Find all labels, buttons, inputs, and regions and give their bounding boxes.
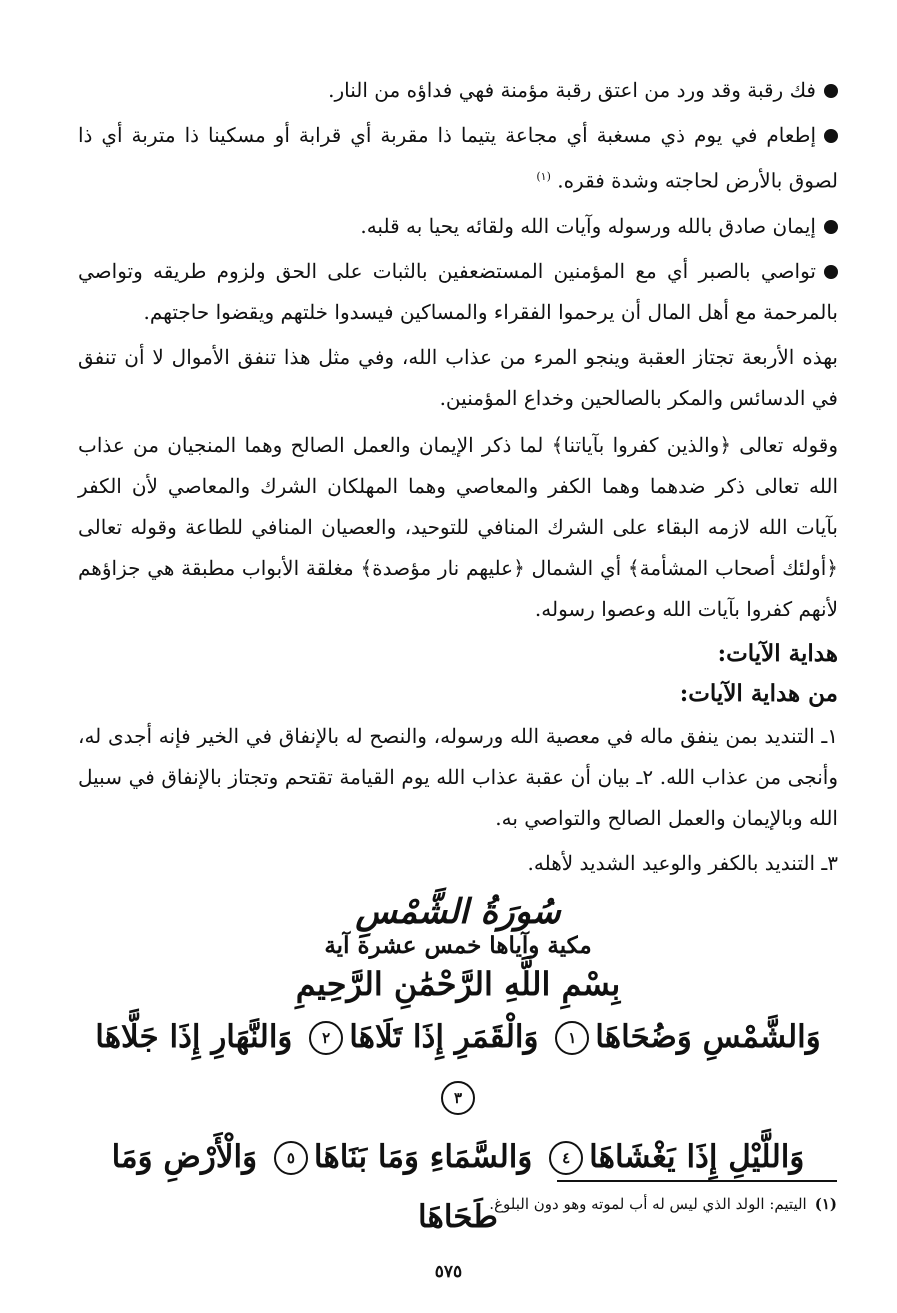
bullet-dot [824,84,838,98]
ayah-number-marker: ٥ [274,1141,308,1175]
lesson-item-1: ١ـ التنديد بمن ينفق ماله في معصية الله ورسوله، والنصح له بالإنفاق في الخير فإنه أجدى له، وأنجى من عذاب الله. ٢ـ بيان أن عقبة عذاب الله يوم القيامة تقتحم وتجتاز بالإنفاق في سبيل الله وبالإيمان والعمل الصالح والتواصي به. [78,723,838,830]
ayah-number-marker: ٤ [549,1141,583,1175]
ayah-text: وَاللَّيْلِ إِذَا يَغْشَاهَا [589,1138,805,1175]
ayah-line-1 [78,1007,838,1127]
lesson-item-3: ٣ـ التنديد بالكفر والوعيد الشديد لأهله. [527,850,838,875]
footnote-ref: (١) [536,170,551,183]
footnote-divider [557,1180,837,1182]
bullet-text: إيمان صادق بالله ورسوله وآيات الله ولقائه يحيا به قلبه. [360,213,816,238]
bullet-2 [78,115,838,202]
basmala: بِسْمِ اللَّهِ الرَّحْمَٰنِ الرَّحِيمِ [295,964,621,1003]
bullet-text: فك رقبة وقد ورد من اعتق رقبة مؤمنة فهي فداؤه من النار. [328,78,816,102]
surah-subtitle: مكية وآياها خمس عشرة آية [324,931,592,959]
ayah-number-marker: ٢ [309,1021,343,1055]
ayah-text: وَالْأَرْضِ وَمَا طَحَاهَا [111,1138,498,1235]
bullet-1 [78,70,838,111]
bullet-dot [824,129,838,143]
bullet-dot [824,220,838,234]
page-body [78,70,838,1247]
heading-hidayat: هداية الآيات: [717,639,838,667]
paragraph-1: بهذه الأربعة تجتاز العقبة وينجو المرء من عذاب الله، وفي مثل هذا تنفق الأموال لا أن تنفق في الدسائس والمكر بالصالحين وخداع المؤمنين. [78,344,838,410]
footnote-text: اليتيم: الولد الذي ليس له أب لموته وهو دون البلوغ. [489,1195,807,1213]
bullet-3 [78,206,838,247]
heading-min-hidayat: من هداية الآيات: [679,679,838,707]
page-number: ٥٧٥ [434,1262,463,1282]
ayah-number-marker: ١ [555,1021,589,1055]
ayah-text: وَالشَّمْسِ وَضُحَاهَا [595,1018,821,1055]
ayah-number-marker: ٣ [441,1081,475,1115]
bullet-text: تواصي بالصبر أي مع المؤمنين المستضعفين بالثبات على الحق ولزوم طريقه وتواصي بالمرحمة مع أهل المال أن يرحموا الفقراء والمساكين فيسدوا خلتهم ويقضوا حاجتهم. [78,258,838,324]
footnote [97,1195,837,1213]
surah-title: سُورَةُ الشَّمْسِ [355,891,561,932]
paragraph-2: وقوله تعالى ﴿والذين كفروا بآياتنا﴾ لما ذكر الإيمان والعمل الصالح وهما المنجيان من عذاب الله تعالى ذكر ضدهما وهما الكفر والمعاصي وهما المهلكان الشرك والمعاصي لأن الكفر بآيات الله لازمه البقاء على الشرك المنافي للتوحيد، والعصيان المنافي للطاعة وقوله تعالى ﴿أولئك أصحاب المشأمة﴾ أي الشمال ﴿عليهم نار مؤصدة﴾ مغلقة الأبواب مطبقة هي جزاؤهم لأنهم كفروا بآيات الله وعصوا رسوله. [78,432,838,621]
footnote-number: (١) [814,1195,837,1213]
ayah-text: وَالسَّمَاءِ وَمَا بَنَاهَا [313,1138,533,1175]
ayah-text: وَالْقَمَرِ إِذَا تَلَاهَا [349,1018,539,1055]
ayah-text: وَالنَّهَارِ إِذَا جَلَّاهَا [95,1018,293,1055]
ayah-line-2 [78,1127,838,1247]
bullet-4 [78,251,838,333]
bullet-text: إطعام في يوم ذي مسغبة أي مجاعة يتيما ذا مقربة أي قرابة أو مسكينا ذا متربة أي ذا لصوق بالأرض لحاجته وشدة فقره. [78,123,838,193]
bullet-dot [824,265,838,279]
